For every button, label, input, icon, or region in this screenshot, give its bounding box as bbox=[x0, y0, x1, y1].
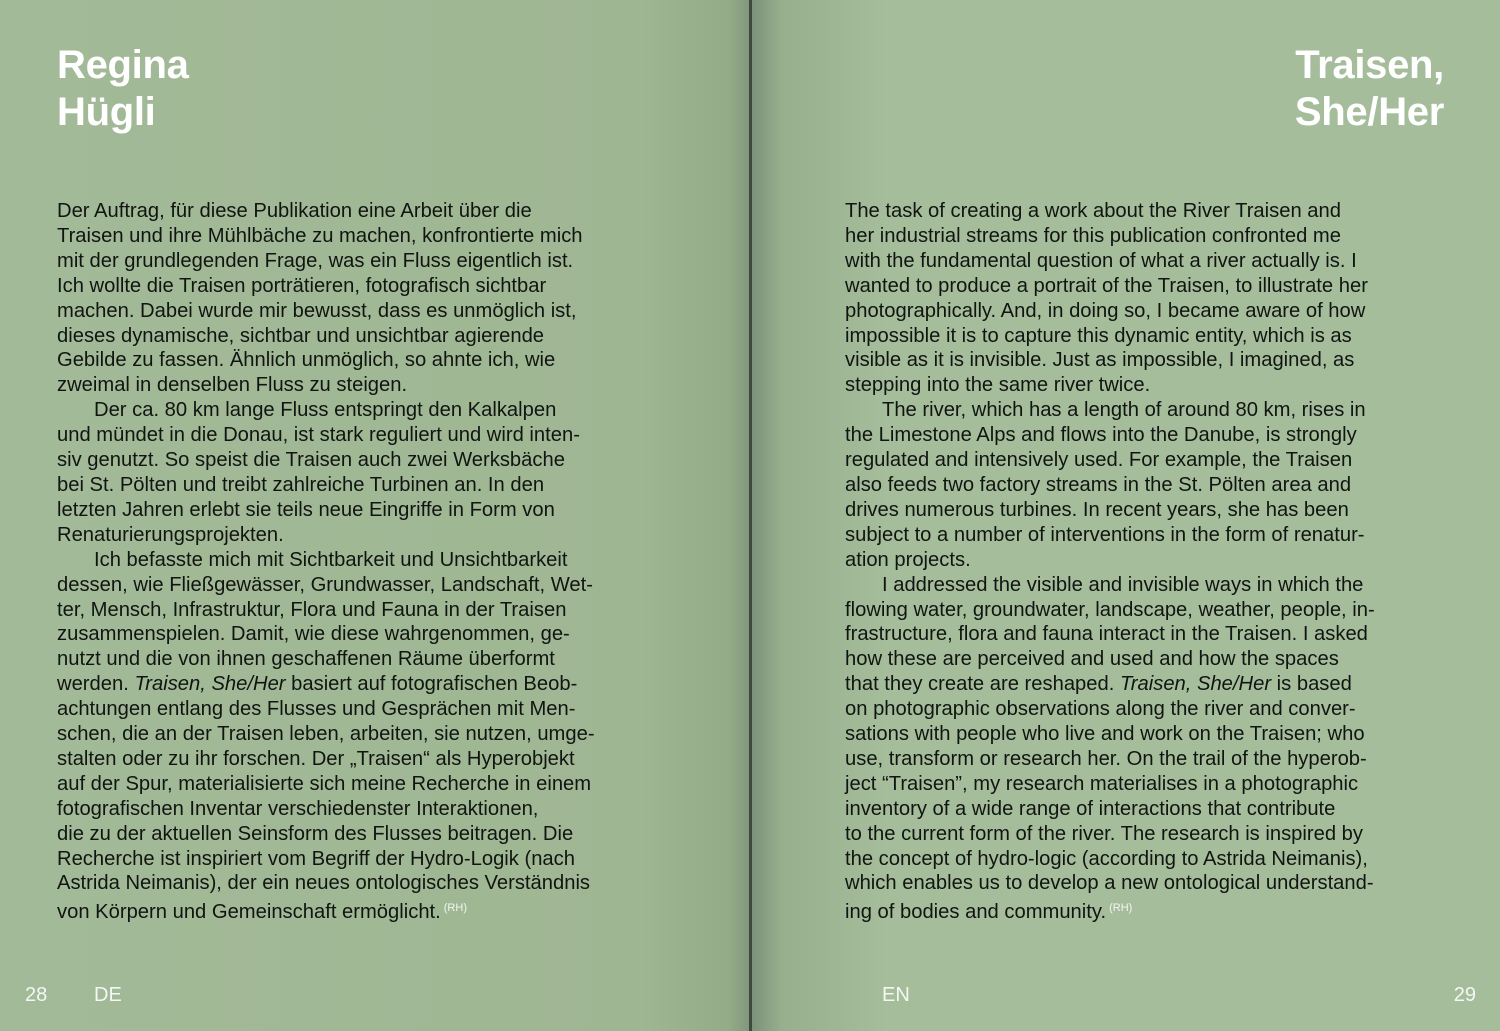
line-text: visible as it is invisible. Just as impossible, I imagined, as bbox=[845, 349, 1355, 372]
text-line bbox=[845, 797, 1445, 822]
line-text: Ich wollte die Traisen porträtieren, fotografisch sichtbar bbox=[57, 274, 547, 297]
line-text: the concept of hydro-logic (according to Astrida Neimanis), bbox=[845, 847, 1368, 870]
line-text: is based bbox=[1271, 673, 1352, 696]
line-text: Ich befasste mich mit Sichtbarkeit und Unsichtbarkeit bbox=[94, 548, 568, 571]
line-text: basiert auf fotografischen Beob- bbox=[285, 673, 578, 696]
text-line bbox=[845, 722, 1445, 747]
line-text: letzten Jahren erlebt sie teils neue Eingriffe in Form von bbox=[57, 498, 555, 521]
line-text: subject to a number of interventions in the form of renatur- bbox=[845, 523, 1365, 546]
right-page-title bbox=[1295, 42, 1444, 136]
line-text: wanted to produce a portrait of the Traisen, to illustrate her bbox=[845, 274, 1368, 297]
line-text: I addressed the visible and invisible ways in which the bbox=[882, 573, 1364, 596]
line-text: Der ca. 80 km lange Fluss entspringt den Kalkalpen bbox=[94, 399, 557, 422]
text-line bbox=[845, 523, 1445, 548]
left-page-title bbox=[57, 42, 189, 136]
line-text: how these are perceived and used and how the spaces bbox=[845, 648, 1339, 671]
line-text: bei St. Pölten und treibt zahlreiche Turbinen an. In den bbox=[57, 473, 545, 496]
line-text: dieses dynamische, sichtbar und unsichtbar agierende bbox=[57, 324, 545, 347]
left-body-text bbox=[57, 199, 657, 925]
line-text: Der Auftrag, für diese Publikation eine Arbeit über die bbox=[57, 200, 532, 222]
text-line bbox=[845, 772, 1445, 797]
text-line bbox=[57, 722, 657, 747]
line-text: zweimal in denselben Fluss zu steigen. bbox=[57, 374, 408, 397]
language-label: EN bbox=[882, 984, 910, 1006]
text-line bbox=[845, 622, 1445, 647]
text-line bbox=[845, 423, 1445, 448]
text-line bbox=[845, 274, 1445, 299]
text-line bbox=[57, 373, 657, 398]
line-text: mit der grundlegenden Frage, was ein Fluss eigentlich ist. bbox=[57, 249, 574, 272]
line-text: photographically. And, in doing so, I became aware of how bbox=[845, 299, 1366, 322]
text-line bbox=[845, 672, 1445, 697]
title-line: She/Her bbox=[1294, 90, 1444, 134]
text-line bbox=[57, 498, 657, 523]
text-line bbox=[57, 423, 657, 448]
text-line bbox=[845, 324, 1445, 349]
text-line bbox=[845, 348, 1445, 373]
right-page bbox=[752, 0, 1500, 1031]
line-text: the Limestone Alps and flows into the Danube, is strongly bbox=[845, 424, 1357, 447]
text-line bbox=[57, 797, 657, 822]
text-line bbox=[57, 199, 657, 224]
text-line bbox=[845, 747, 1445, 772]
line-text: flowing water, groundwater, landscape, weather, people, in- bbox=[845, 598, 1375, 621]
page-number: 29 bbox=[1453, 984, 1476, 1006]
line-text: dessen, wie Fließgewässer, Grundwasser, Landschaft, Wet- bbox=[57, 573, 593, 596]
text-line bbox=[845, 847, 1445, 872]
line-text: on photographic observations along the river and conver- bbox=[845, 698, 1356, 721]
line-text: machen. Dabei wurde mir bewusst, dass es unmöglich ist, bbox=[57, 299, 577, 322]
line-text: use, transform or research her. On the trail of the hyperob- bbox=[845, 747, 1367, 770]
text-line bbox=[57, 548, 657, 573]
text-line bbox=[57, 598, 657, 623]
text-line bbox=[845, 373, 1445, 398]
text-line bbox=[845, 498, 1445, 523]
author-initials: (RH) bbox=[1109, 902, 1133, 915]
text-line bbox=[57, 896, 657, 925]
title-line: Traisen, bbox=[1295, 43, 1444, 87]
line-text: sations with people who live and work on the Traisen; who bbox=[845, 723, 1365, 746]
line-text: achtungen entlang des Flusses und Gesprächen mit Men- bbox=[57, 698, 576, 721]
line-text: Astrida Neimanis), der ein neues ontologisches Verständnis bbox=[57, 872, 591, 895]
line-text: to the current form of the river. The research is inspired by bbox=[845, 822, 1364, 845]
text-line bbox=[57, 523, 657, 548]
line-text: Recherche ist inspiriert vom Begriff der Hydro-Logik (nach bbox=[57, 847, 575, 870]
text-line bbox=[845, 398, 1445, 423]
right-body-text bbox=[845, 199, 1445, 925]
line-text: drives numerous turbines. In recent years, she has been bbox=[845, 498, 1349, 521]
line-text: ject “Traisen”, my research materialises in a photographic bbox=[845, 772, 1359, 795]
text-line bbox=[845, 448, 1445, 473]
line-text: nutzt und die von ihnen geschaffenen Räume überformt bbox=[57, 648, 555, 671]
text-line bbox=[845, 573, 1445, 598]
text-line bbox=[845, 548, 1445, 573]
line-text: fotografischen Inventar verschiedenster Interaktionen, bbox=[57, 797, 539, 820]
title-line: Hügli bbox=[57, 90, 156, 134]
text-line bbox=[57, 672, 657, 697]
language-label: DE bbox=[94, 984, 122, 1006]
text-line bbox=[57, 324, 657, 349]
line-text: that they create are reshaped. bbox=[845, 673, 1120, 696]
title-line: Regina bbox=[57, 43, 189, 87]
line-text: ation projects. bbox=[845, 548, 971, 571]
line-text: impossible it is to capture this dynamic entity, which is as bbox=[845, 324, 1352, 347]
line-text: The river, which has a length of around 80 km, rises in bbox=[882, 399, 1366, 422]
text-line bbox=[57, 249, 657, 274]
text-line bbox=[57, 448, 657, 473]
line-text: her industrial streams for this publication confronted me bbox=[845, 224, 1341, 247]
text-line bbox=[57, 398, 657, 423]
line-text: regulated and intensively used. For example, the Traisen bbox=[845, 449, 1353, 472]
line-text: with the fundamental question of what a river actually is. I bbox=[845, 249, 1357, 272]
line-text: die zu der aktuellen Seinsform des Flusses beitragen. Die bbox=[57, 822, 574, 845]
line-text: stalten oder zu ihr forschen. Der „Traisen“ als Hyperobjekt bbox=[57, 747, 575, 770]
author-initials: (RH) bbox=[443, 902, 467, 915]
line-text: und mündet in die Donau, ist stark reguliert und wird inten- bbox=[57, 424, 580, 447]
text-line bbox=[845, 647, 1445, 672]
line-text: Traisen und ihre Mühlbäche zu machen, konfrontierte mich bbox=[57, 224, 583, 247]
line-text: schen, die an der Traisen leben, arbeiten, sie nutzen, umge- bbox=[57, 723, 595, 746]
line-text: werden. bbox=[57, 673, 135, 696]
text-line bbox=[57, 299, 657, 324]
line-text: auf der Spur, materialisierte sich meine Recherche in einem bbox=[57, 772, 592, 795]
text-line bbox=[57, 348, 657, 373]
line-text: frastructure, flora and fauna interact in the Traisen. I asked bbox=[845, 623, 1368, 646]
line-text: stepping into the same river twice. bbox=[845, 374, 1151, 397]
text-line bbox=[845, 199, 1445, 224]
text-line bbox=[845, 473, 1445, 498]
text-line bbox=[845, 871, 1445, 896]
text-line bbox=[57, 847, 657, 872]
text-line bbox=[845, 896, 1445, 925]
work-title-italic: Traisen, She/Her bbox=[134, 673, 286, 696]
text-line bbox=[57, 573, 657, 598]
text-line bbox=[845, 598, 1445, 623]
work-title-italic: Traisen, She/Her bbox=[1119, 673, 1272, 696]
text-line bbox=[845, 299, 1445, 324]
text-line bbox=[57, 224, 657, 249]
text-line bbox=[845, 697, 1445, 722]
line-text: The task of creating a work about the River Traisen and bbox=[845, 200, 1341, 222]
line-text: ing of bodies and community. bbox=[845, 901, 1107, 924]
line-text: Gebilde zu fassen. Ähnlich unmöglich, so ahnte ich, wie bbox=[57, 349, 556, 372]
line-text: Renaturierungsprojekten. bbox=[57, 523, 284, 546]
page-number: 28 bbox=[25, 984, 48, 1006]
text-line bbox=[845, 822, 1445, 847]
line-text: von Körpern und Gemeinschaft ermöglicht. bbox=[57, 901, 441, 924]
text-line bbox=[57, 622, 657, 647]
text-line bbox=[57, 822, 657, 847]
text-line bbox=[57, 871, 657, 896]
text-line bbox=[57, 473, 657, 498]
text-line bbox=[57, 647, 657, 672]
text-line bbox=[845, 224, 1445, 249]
text-line bbox=[57, 274, 657, 299]
line-text: ter, Mensch, Infrastruktur, Flora und Fauna in der Traisen bbox=[57, 598, 567, 621]
line-text: also feeds two factory streams in the St. Pölten area and bbox=[845, 473, 1352, 496]
line-text: which enables us to develop a new ontological understand- bbox=[845, 872, 1374, 895]
text-line bbox=[845, 249, 1445, 274]
text-line bbox=[57, 697, 657, 722]
text-line bbox=[57, 772, 657, 797]
line-text: inventory of a wide range of interactions that contribute bbox=[845, 797, 1336, 820]
line-text: siv genutzt. So speist die Traisen auch zwei Werksbäche bbox=[57, 449, 565, 472]
text-line bbox=[57, 747, 657, 772]
line-text: zusammenspielen. Damit, wie diese wahrgenommen, ge- bbox=[57, 623, 570, 646]
